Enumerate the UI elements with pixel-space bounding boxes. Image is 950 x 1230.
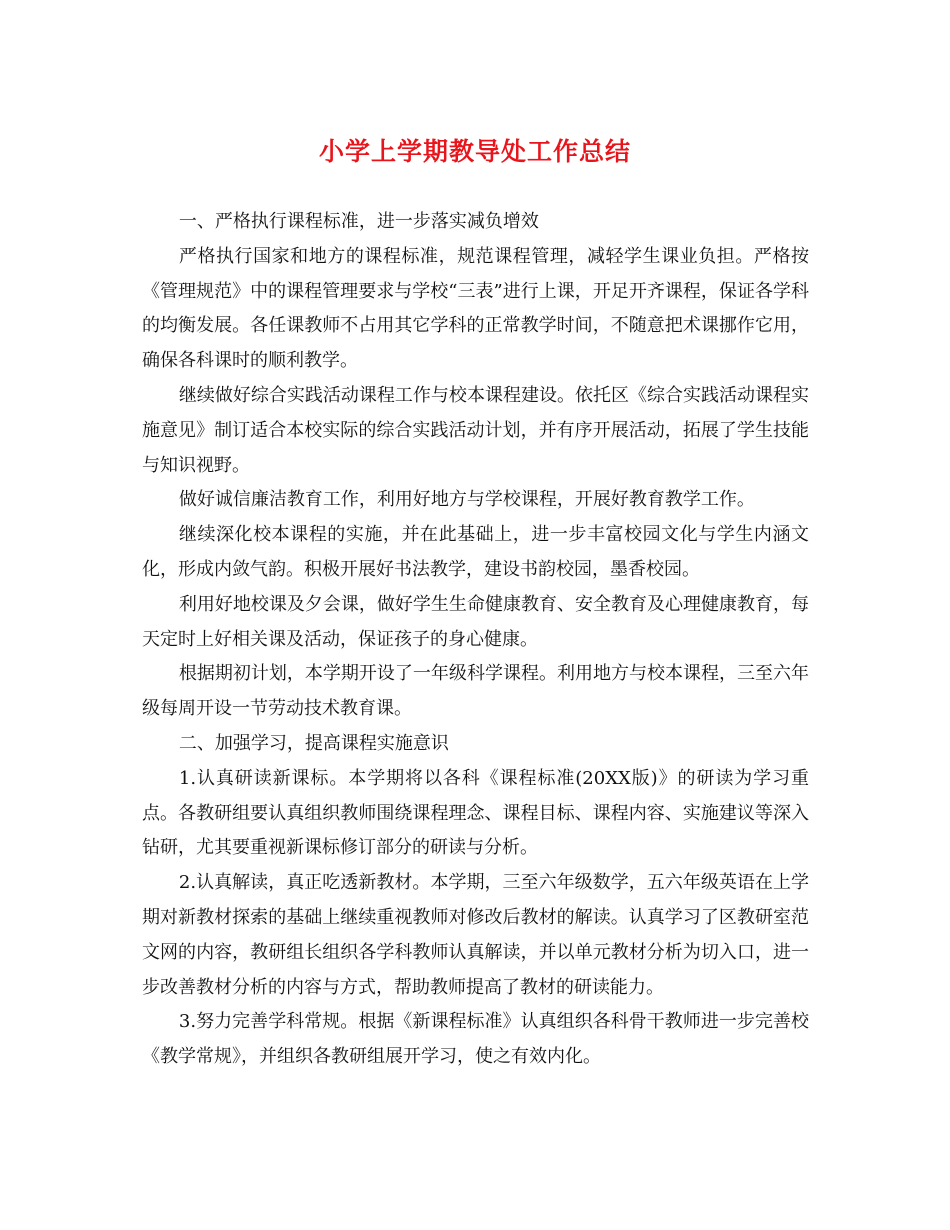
paragraph: 继续做好综合实践活动课程工作与校本课程建设。依托区《综合实践活动课程实施意见》制订适合本校实际的综合实践活动计划，并有序开展活动，拓展了学生技能与知识视野。	[142, 384, 809, 476]
paragraph: 2.认真解读，真正吃透新教材。本学期，三至六年级数学，五六年级英语在上学期对新教材探索的基础上继续重视教师对修改后教材的解读。认真学习了区教研室范文网的内容，教研组长组织各学科教师认真解读，并以单元教材分析为切入口，进一步改善教材分析的内容与方式，帮助教师提高了教材的研读能力。	[142, 872, 809, 998]
paragraph: 严格执行国家和地方的课程标准，规范课程管理，减轻学生课业负担。严格按《管理规范》中的课程管理要求与学校“三表”进行上课，开足开齐课程，保证各学科的均衡发展。各任课教师不占用其它学科的正常教学时间，不随意把术课挪作它用，确保各科课时的顺利教学。	[142, 245, 809, 372]
section-heading-1: 一、严格执行课程标准，进一步落实减负增效	[178, 211, 539, 232]
paragraph: 继续深化校本课程的实施，并在此基础上，进一步丰富校园文化与学生内涵文化，形成内敛气韵。积极开展好书法教学，建设书韵校园，墨香校园。	[142, 524, 809, 580]
paragraph: 1.认真研读新课标。本学期将以各科《课程标准(20XX版)》的研读为学习重点。各教研组要认真组织教师围绕课程理念、课程目标、课程内容、实施建议等深入钻研，尤其要重视新课标修订部分的研读与分析。	[142, 767, 809, 859]
section-heading-2: 二、加强学习，提高课程实施意识	[178, 732, 449, 754]
paragraph: 3.努力完善学科常规。根据《新课程标准》认真组织各科骨干教师进一步完善校《教学常规》，并组织各教研组展开学习，使之有效内化。	[142, 1011, 809, 1068]
document-body	[142, 205, 809, 1075]
paragraph: 根据期初计划，本学期开设了一年级科学课程。利用地方与校本课程，三至六年级每周开设一节劳动技术教育课。	[142, 663, 809, 720]
paragraph: 做好诚信廉洁教育工作，利用好地方与学校课程，开展好教育教学工作。	[178, 489, 755, 511]
document-title: 小学上学期教导处工作总结	[318, 137, 631, 166]
paragraph: 利用好地校课及夕会课，做好学生生命健康教育、安全教育及心理健康教育，每天定时上好相关课及活动，保证孩子的身心健康。	[142, 593, 809, 650]
